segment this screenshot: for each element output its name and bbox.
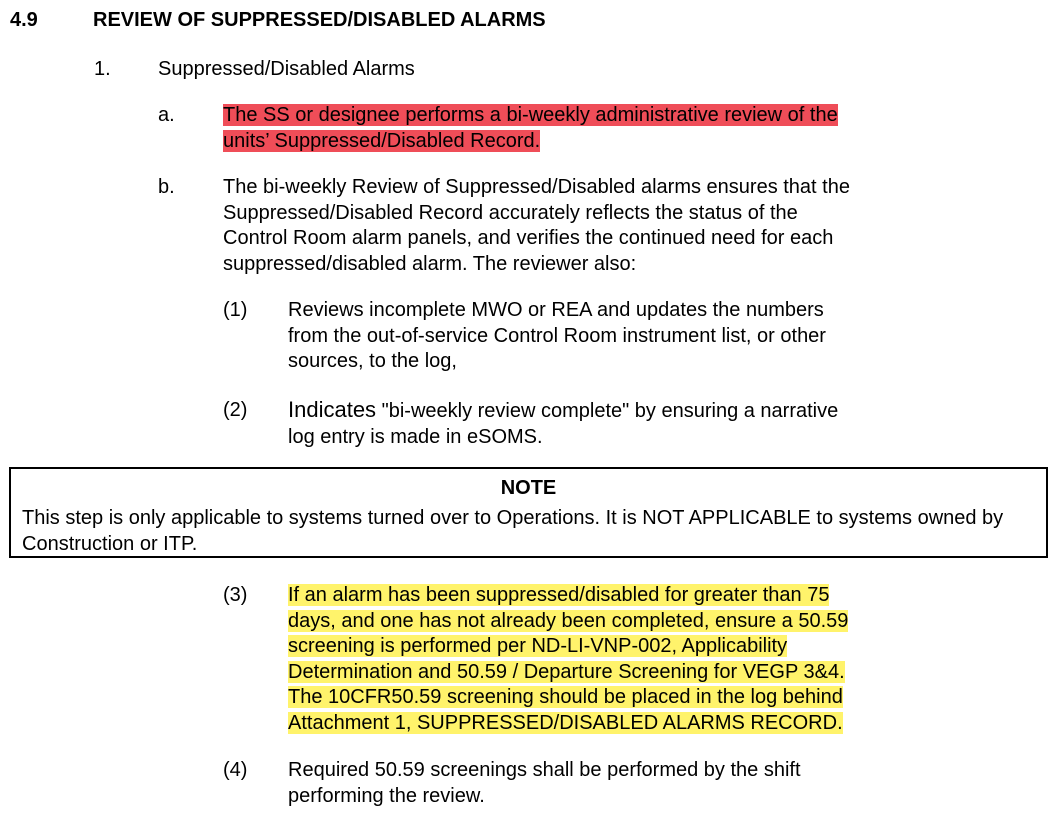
sub-2-label: (2) xyxy=(223,399,248,421)
sub-4-label: (4) xyxy=(223,759,248,781)
sub-4-line: Required 50.59 screenings shall be performed by the shift xyxy=(288,759,801,781)
sub-1-line: sources, to the log, xyxy=(288,350,457,372)
item-b-line: Control Room alarm panels, and verifies the continued need for each xyxy=(223,227,834,249)
note-box xyxy=(9,467,1048,558)
step-number: 1. xyxy=(94,58,111,80)
sub-3-line: If an alarm has been suppressed/disabled for greater than 75 xyxy=(288,584,830,606)
sub-2-first-word: Indicates xyxy=(288,397,377,422)
item-a-line: The SS or designee performs a bi-weekly administrative review of the xyxy=(223,104,838,126)
item-b-label: b. xyxy=(158,176,175,198)
note-title: NOTE xyxy=(500,477,557,499)
section-title: REVIEW OF SUPPRESSED/DISABLED ALARMS xyxy=(93,9,546,31)
sub-1-label: (1) xyxy=(223,299,248,321)
sub-3-line: screening is performed per ND-LI-VNP-002, Applicability xyxy=(288,635,788,657)
item-b-text xyxy=(223,175,850,277)
step-title: Suppressed/Disabled Alarms xyxy=(158,58,415,80)
item-a-line: units’ Suppressed/Disabled Record. xyxy=(223,129,541,152)
sub-3-label: (3) xyxy=(223,584,248,606)
item-b-line: suppressed/disabled alarm. The reviewer also: xyxy=(223,252,637,275)
sub-3-text xyxy=(288,583,848,736)
item-a-label: a. xyxy=(158,104,175,126)
sub-1-line: Reviews incomplete MWO or REA and updates the numbers xyxy=(288,299,824,321)
item-b-line: The bi-weekly Review of Suppressed/Disabled alarms ensures that the xyxy=(223,176,850,198)
sub-3-line: Determination and 50.59 / Departure Screening for VEGP 3&4. xyxy=(288,660,845,683)
sub-1-text xyxy=(288,298,826,375)
sub-3-line: Attachment 1, SUPPRESSED/DISABLED ALARMS RECORD. xyxy=(288,711,843,734)
sub-3-line: The 10CFR50.59 screening should be placed in the log behind xyxy=(288,686,843,708)
sub-3-line: days, and one has not already been completed, ensure a 50.59 xyxy=(288,609,849,632)
sub-4-line: performing the review. xyxy=(288,784,485,807)
item-a-text xyxy=(223,103,838,154)
sub-4-text xyxy=(288,758,801,809)
sub-2-line: log entry is made in eSOMS. xyxy=(288,425,543,448)
item-b-line: Suppressed/Disabled Record accurately reflects the status of the xyxy=(223,201,798,224)
sub-1-line: from the out-of-service Control Room instrument list, or other xyxy=(288,324,826,347)
section-number: 4.9 xyxy=(10,9,38,31)
sub-2-text xyxy=(288,397,838,450)
note-text: This step is only applicable to systems turned over to Operations. It is NOT APPLICABLE to systems owned by Construction or ITP. xyxy=(22,507,1004,555)
sub-2-line-rest: "bi-weekly review complete" by ensuring a narrative xyxy=(376,400,839,422)
